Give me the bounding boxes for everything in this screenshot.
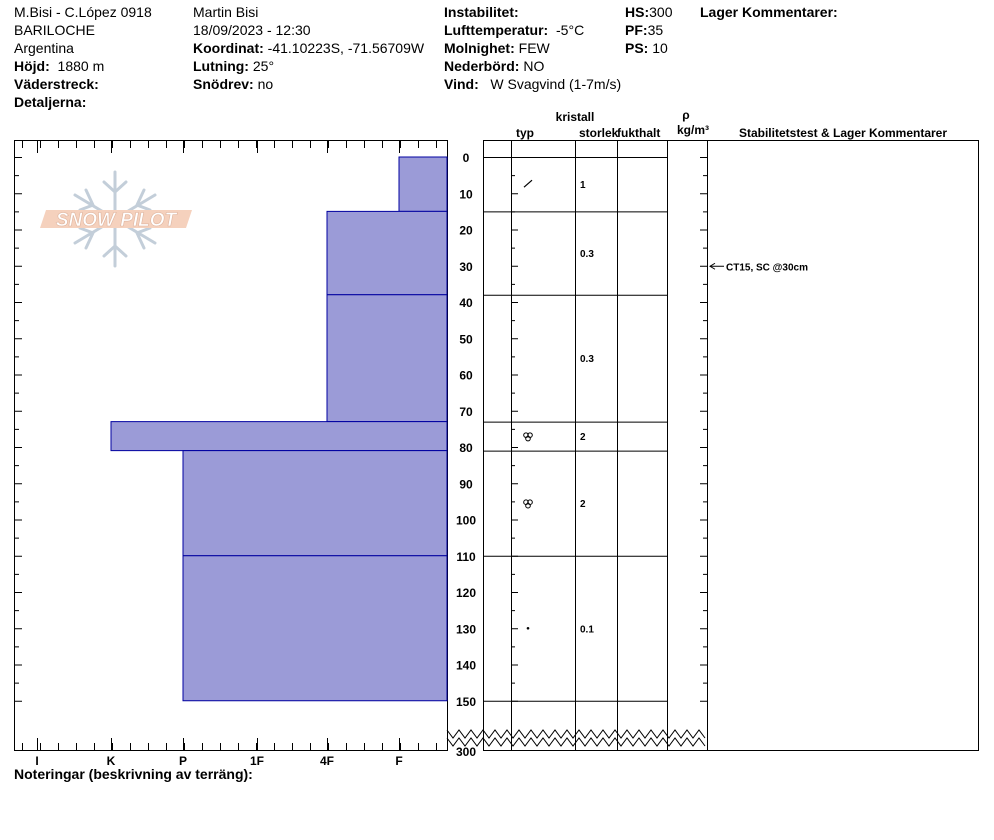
- header-type: typ: [516, 126, 534, 140]
- hardness-bar-5: [183, 451, 447, 556]
- melt-form-icon: [524, 433, 533, 441]
- wind-label: Vind:: [444, 76, 479, 92]
- depth-tick-0: 0: [462, 151, 470, 165]
- grain-size-4: 2: [580, 432, 586, 444]
- coord-label: Koordinat:: [193, 40, 264, 56]
- drift-value: no: [257, 76, 274, 92]
- airtemp-label: Lufttemperatur:: [444, 22, 549, 38]
- hardness-tick-label-1f: 1F: [249, 754, 265, 768]
- hardness-tick-label-i: I: [35, 754, 39, 768]
- hardness-layers: [111, 157, 447, 701]
- depth-tick-130: 130: [455, 622, 477, 637]
- stability-tests: [710, 262, 808, 273]
- rounded-grain-icon: [527, 627, 530, 630]
- depth-tick-60: 60: [459, 368, 473, 383]
- precipitation-particle-icon: [524, 180, 532, 187]
- hardness-bar-4: [111, 422, 447, 451]
- precip-value: NO: [523, 58, 545, 74]
- table-depth-ticks: [511, 158, 707, 702]
- precip-label: Nederbörd:: [444, 58, 520, 74]
- slope-value: 25°: [252, 58, 275, 74]
- grain-size-1: 1: [580, 180, 586, 192]
- grain-size-2: 0.3: [580, 249, 594, 261]
- wind-value: W Svagvind (1-7m/s): [490, 76, 622, 92]
- depth-tick-90: 90: [459, 477, 473, 492]
- depth-tick-70: 70: [459, 404, 473, 419]
- header-size: storlek: [579, 126, 619, 140]
- logo-text: SNOW PILOT: [55, 210, 177, 231]
- details-label: Detaljerna:: [14, 94, 87, 110]
- elevation-value: 1880 m: [57, 58, 105, 74]
- instability-label: Instabilitet:: [444, 4, 519, 20]
- header-crystal: kristall: [555, 110, 595, 124]
- depth-tick-140: 140: [455, 658, 477, 673]
- drift-label: Snödrev:: [193, 76, 254, 92]
- hs-value: 300: [649, 4, 673, 20]
- depth-tick-20: 20: [459, 223, 473, 238]
- hardness-tick-label-4f: 4F: [319, 754, 335, 768]
- depth-tick-30: 30: [459, 259, 473, 274]
- crystal-table: [483, 140, 979, 751]
- aspect-label: Väderstreck:: [14, 76, 99, 92]
- depth-tick-110: 110: [456, 549, 476, 564]
- header-moisture: fukthalt: [617, 126, 661, 140]
- hardness-bar-2: [327, 211, 447, 294]
- hardness-tick-label-f: F: [395, 754, 403, 768]
- depth-tick-100: 100: [455, 513, 477, 528]
- pf-label: PF:: [625, 22, 648, 38]
- header-stability: Stabilitetstest & Lager Kommentarer: [738, 126, 948, 140]
- header-rho: ρ: [682, 108, 690, 122]
- ps-label: PS:: [625, 40, 649, 56]
- coord-value: -41.10223S, -71.56709W: [267, 40, 425, 56]
- elevation-label: Höjd:: [14, 58, 50, 74]
- ps-value: 10: [652, 40, 668, 56]
- depth-tick-40: 40: [459, 296, 473, 310]
- hs-label: HS:: [625, 4, 650, 20]
- depth-axis: [456, 151, 476, 709]
- melt-form-icon: [524, 500, 533, 508]
- sky-label: Molnighet:: [444, 40, 515, 56]
- datetime: 18/09/2023 - 12:30: [193, 22, 311, 38]
- hardness-tick-label-p: P: [178, 754, 188, 768]
- observers: M.Bisi - C.López 0918: [14, 4, 152, 20]
- depth-tick-300: 300: [455, 745, 477, 759]
- depth-tick-80: 80: [459, 441, 473, 455]
- pf-value: 35: [647, 22, 664, 38]
- table-frame: [484, 141, 979, 751]
- hardness-bar-1: [399, 157, 447, 211]
- grain-size-5: 2: [580, 499, 586, 511]
- depth-tick-120: 120: [455, 586, 477, 600]
- grain-size-6: 0.1: [580, 624, 594, 636]
- depth-tick-150: 150: [455, 694, 477, 709]
- stability-test-label: CT15, SC @30cm: [726, 262, 809, 274]
- hardness-bar-3: [327, 295, 447, 422]
- country: Argentina: [14, 40, 74, 56]
- hardness-bar-6: [183, 556, 447, 701]
- sky-value: FEW: [518, 40, 550, 56]
- footer-notes-label: Noteringar (beskrivning av terräng):: [14, 766, 253, 782]
- grain-size-3: 0.3: [580, 354, 594, 366]
- airtemp-value: -5°C: [556, 22, 585, 38]
- observer-name: Martin Bisi: [193, 4, 259, 20]
- slope-label: Lutning:: [193, 58, 249, 74]
- header-density-unit: kg/m³: [676, 123, 710, 137]
- location: BARILOCHE: [14, 22, 95, 38]
- snowpilot-logo: [40, 172, 192, 266]
- depth-tick-50: 50: [459, 332, 473, 347]
- layer-comments-label: Lager Kommentarer:: [700, 4, 838, 20]
- depth-tick-10: 10: [459, 187, 473, 202]
- hardness-tick-label-k: K: [106, 754, 116, 768]
